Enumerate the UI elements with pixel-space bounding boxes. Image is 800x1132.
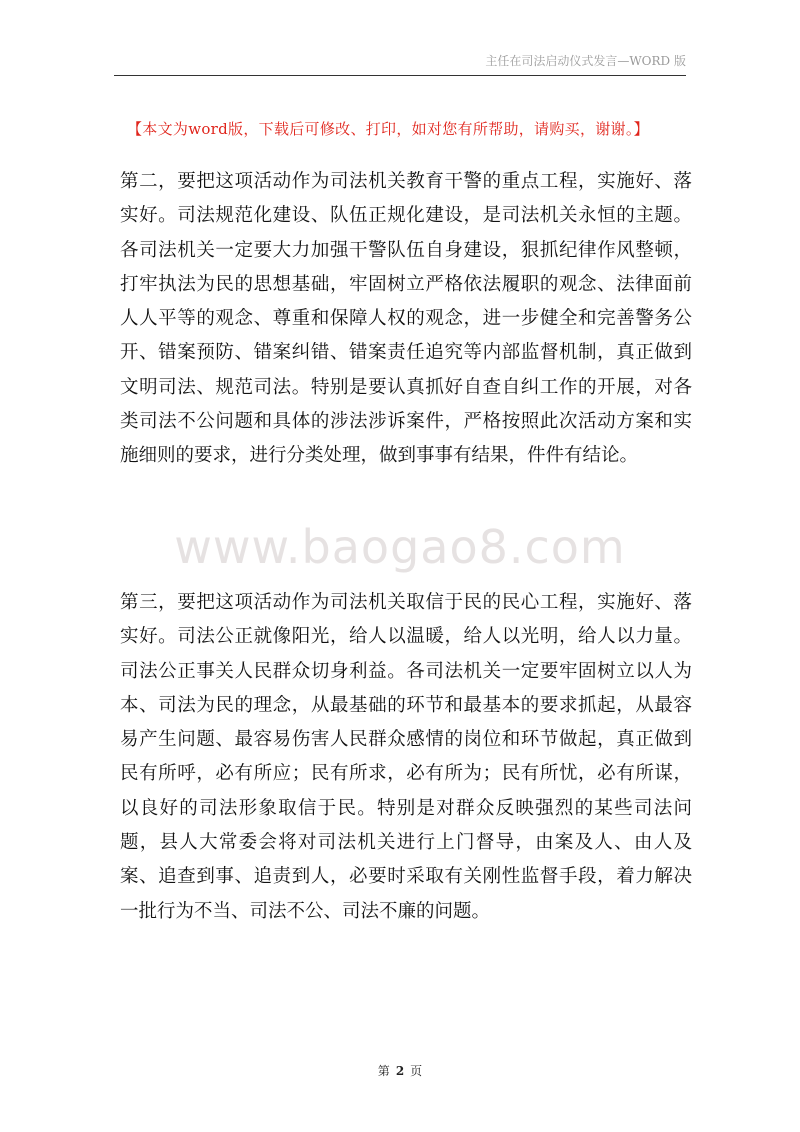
page-number: 2 [395, 1064, 405, 1078]
download-notice: 【本文为word版，下载后可修改、打印，如对您有所帮助，请购买，谢谢。】 [127, 120, 649, 138]
page-number-suffix: 页 [410, 1064, 423, 1078]
paragraph-third-point: 第三，要把这项活动作为司法机关取信于民的民心工程，实施好、落实好。司法公正就像阳光，给人以温暖，给人以光明，给人以力量。司法公正事关人民群众切身利益。各司法机关一定要牢固树立以人为本、司法为民的理念，从最基础的环节和最基本的要求抓起，从最容易产生问题、最容易伤害人民群众感情的岗位和环节做起，真正做到民有所呼，必有所应；民有所求，必有所为；民有所忧，必有所谋，以良好的司法形象取信于民。特别是对群众反映强烈的某些司法问题，县人大常委会将对司法机关进行上门督导，由案及人、由人及案、追查到事、追责到人，必要时采取有关刚性监督手段，着力解决一批行为不当、司法不公、司法不廉的问题。 [120, 592, 692, 922]
page-number-footer [0, 1062, 800, 1079]
watermark: www.baogao8.com [174, 520, 626, 574]
running-header-title: 主任在司法启动仪式发言—WORD 版 [485, 54, 686, 68]
page-number-prefix: 第 [377, 1064, 390, 1078]
header-divider [114, 75, 686, 76]
paragraph-second-point: 第二，要把这项活动作为司法机关教育干警的重点工程，实施好、落实好。司法规范化建设、队伍正规化建设，是司法机关永恒的主题。各司法机关一定要大力加强干警队伍自身建设，狠抓纪律作风整顿，打牢执法为民的思想基础，牢固树立严格依法履职的观念、法律面前人人平等的观念、尊重和保障人权的观念，进一步健全和完善警务公开、错案预防、错案纠错、错案责任追究等内部监督机制，真正做到文明司法、规范司法。特别是要认真抓好自查自纠工作的开展，对各类司法不公问题和具体的涉法涉诉案件，严格按照此次活动方案和实施细则的要求，进行分类处理，做到事事有结果，件件有结论。 [120, 171, 692, 467]
